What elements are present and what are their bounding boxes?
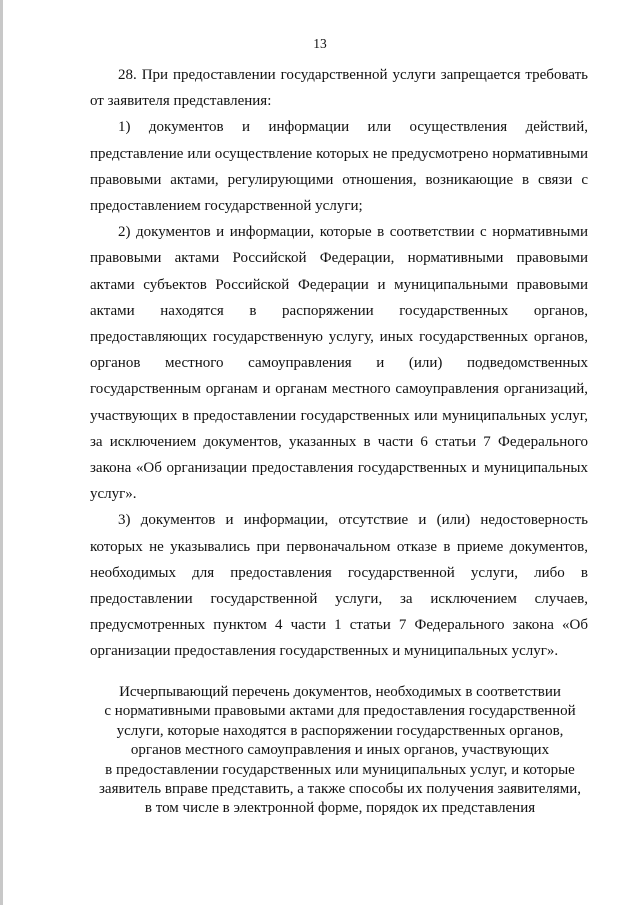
paragraph-item-3: 3) документов и информации, отсутствие и (или) недостоверность которых не указывались при первоначальном отказе в приеме документов, необходимых для предоставления государственной услуги, либо в предоставлении государственной услуги, за исключением случаев, предусмотренных пунктом 4 части 1 статьи 7 Федерального закона «Об организации предоставления государственных и муниципальных услуг». (90, 512, 588, 660)
page-edge-shadow (0, 0, 3, 905)
document-body (90, 62, 588, 665)
section-heading: Исчерпывающий перечень документов, необходимых в соответствии с нормативными правовыми актами для предоставления государственной услуги, которые находятся в распоряжении государственных органов, органов местного самоуправления и иных органов, участвующих в предоставлении государственных или муниципальных услуг, и которые заявитель вправе представить, а также способы их получения заявителями, в том числе в электронной форме, порядок их представления (98, 684, 582, 817)
page-number: 13 (313, 36, 327, 51)
paragraph-item-2: 2) документов и информации, которые в соответствии с нормативными правовыми актами Российской Федерации, нормативными правовыми актами субъектов Российской Федерации и муниципальными правовыми актами находятся в распоряжении государственных органов, предоставляющих государственную услугу, иных государственных органов, органов местного самоуправления и (или) подведомственных государственным органам и органам местного самоуправления организаций, участвующих в предоставлении государственных или муниципальных услуг, за исключением документов, указанных в части 6 статьи 7 Федерального закона «Об организации предоставления государственных и муниципальных услуг». (90, 224, 588, 503)
paragraph-28-intro: 28. При предоставлении государственной услуги запрещается требовать от заявителя представления: (90, 67, 588, 110)
paragraph-item-1: 1) документов и информации или осуществления действий, представление или осуществление которых не предусмотрено нормативными правовыми актами, регулирующими отношения, возникающие в связи с предоставлением государственной услуги; (90, 119, 588, 215)
